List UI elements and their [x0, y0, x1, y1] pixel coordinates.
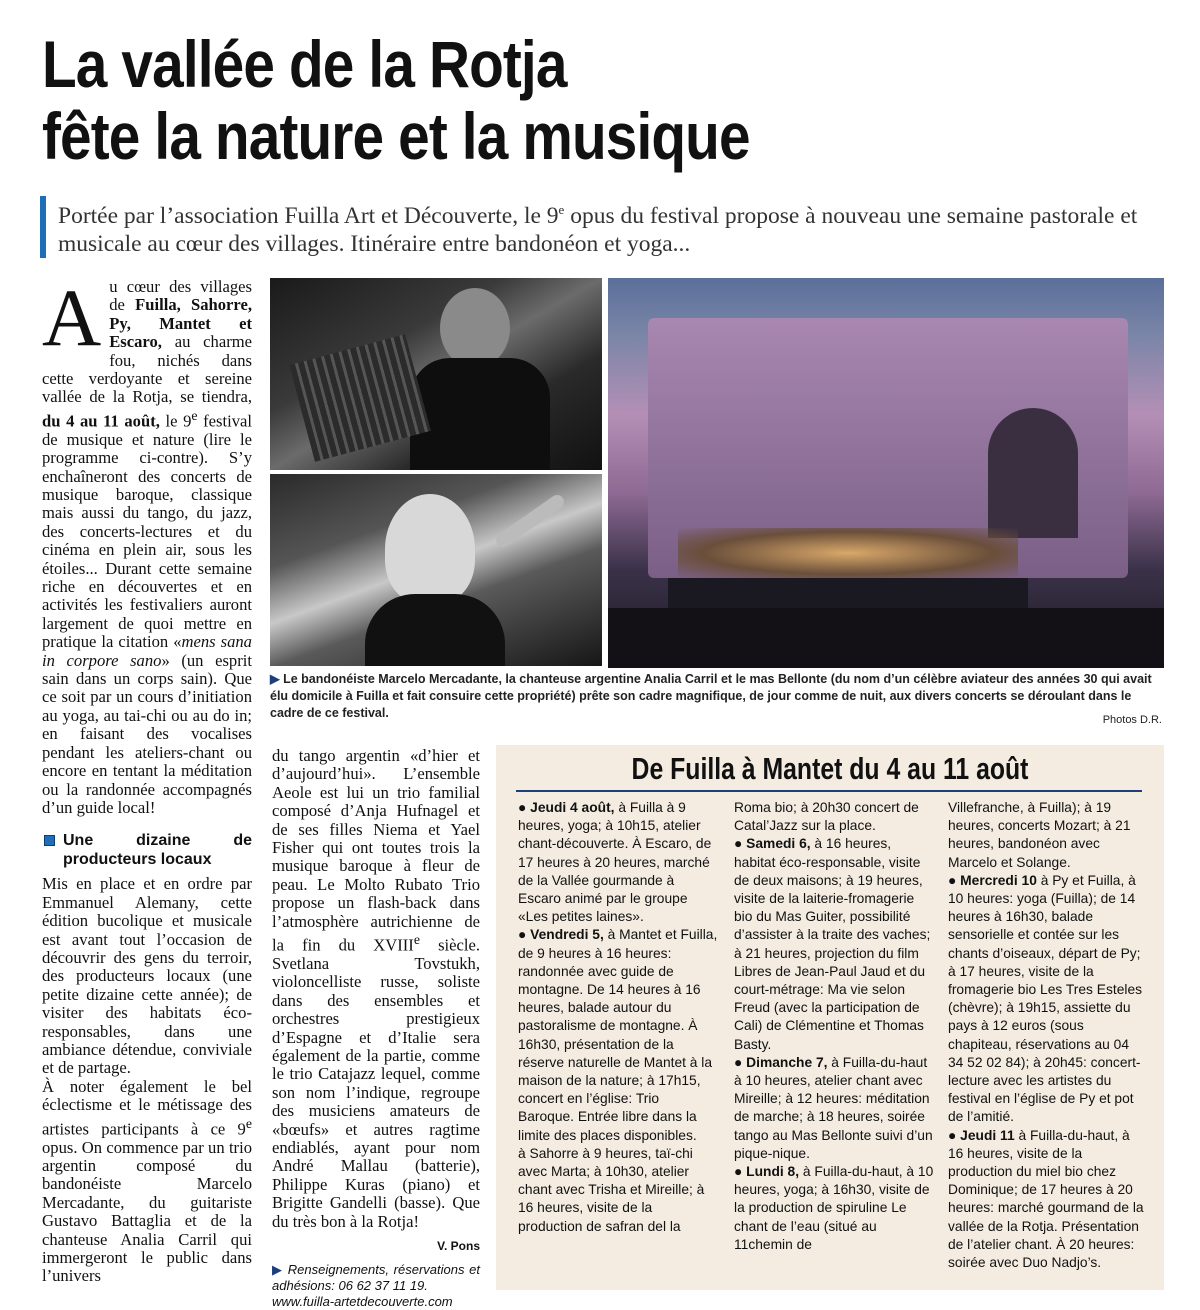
- program-entry: Villefranche, à Fuilla); à 19 heures, concerts Mozart; à 21 heures, bandonéon avec Marcelo et Solange.: [948, 800, 1131, 870]
- headline: [42, 28, 1014, 172]
- author-signature: V. Pons: [437, 1239, 480, 1254]
- program-entry: ● Lundi 8, à Fuilla-du-haut, à 10 heures, yoga; à 16h30, visite de la production de spiruline Le chant de l’eau (situé au 11chemin de: [734, 1164, 934, 1252]
- program-column-1: [518, 799, 718, 1236]
- photo-mas-bellonte: [608, 278, 1164, 668]
- program-entry: ● Vendredi 5, à Mantet et Fuilla, de 9 heures à 16 heures: randonnée avec guide de montagne. De 14 heures à 16 heures, balade autour du pastoralisme de montagne. À 16h30, présentation de la réserve naturelle de Mantet à la maison de la nature; à 17h15, concert en l’église: Trio Baroque. Entrée libre dans la limite des places disponibles.: [518, 927, 718, 1143]
- website-link[interactable]: www.fuilla-artetdecouverte.com: [272, 1293, 453, 1309]
- program-entry: Roma bio; à 20h30 concert de Catal’Jazz sur la place.: [734, 800, 919, 834]
- photo-caption: ▶ Le bandonéiste Marcelo Mercadante, la chanteuse argentine Analia Carril et le mas Bellonte (du nom d’un célèbre aviateur des années 30 qui avait élu domicile à Fuilla et fait consuire cette propriété) prête son cadre magnifique, de jour comme de nuit, aux divers concerts se déroulant dans le cadre de ce festival.: [270, 672, 1152, 720]
- program-entry: ● Samedi 6, à 16 heures, habitat éco-responsable, visite de deux maisons; à 19 heures, visite de la laiterie-fromagerie bio du Mas Guiter, possibilité d’assister à la traite des vaches; à 21 heures, projection du film Libres de Jean-Paul Jaud et du court-métrage: Ma vie selon Freud (avec la participation de Cali) de Clémentine et Thomas Basty.: [734, 836, 931, 1052]
- article-paragraph-1: u cœur des villages de Fuilla, Sahorre, Py, Mantet et Escaro, au charme fou, nichés dans cette verdoyante et sereine vallée de la Rotja, se tiendra, du 4 au 11 août, le 9e festival de musique et nature (lire le programme ci-contre). S’y enchaîneront des concerts de musique baroque, classique mais aussi du tango, du jazz, des concerts-lectures et du cinéma en plein air, sous les étoiles... Durant cette semaine riche en découvertes et en activités les festivaliers auront largement de quoi mettre en pratique la citation «mens sana in corpore sano» (un esprit sain dans un corps sain). Que ce soit par un cours d’initiation au yoga, au tai-chi ou au do in; en faisant des vocalises pendant les ateliers-chant ou encore en tentant la méditation ou la randonnée accompagnés d’un guide local!: [42, 277, 252, 817]
- program-entry: ● Mercredi 10 à Py et Fuilla, à 10 heures: yoga (Fuilla); de 14 heures à 16h30, balade sensorielle et contée sur les chants d’oiseaux, départ de Py; à 17 heures, visite de la fromagerie bio Les Tres Esteles (chèvre); à 19h15, assiette du pays à 12 euros (sous chapiteau, réservations au 04 34 52 02 84); à 20h45: concert-lecture avec les artistes du festival en l’église de Py et pot de l’amitié.: [948, 872, 1143, 1125]
- article-paragraph-2: Mis en place et en ordre par Emmanuel Alemany, cette édition bucolique et musicale est avant tout l’occasion de découvrir des gens du terroir, des producteurs locaux (une petite dizaine cette année); de visiter des habitats éco-responsables, dans une ambiance détendue, conviviale et de partage.: [42, 874, 252, 1078]
- info-block: ▶ Renseignements, réservations et adhésions: 06 62 37 11 19. www.fuilla-artetdecouverte.com: [272, 1261, 481, 1309]
- standfirst: Portée par l’association Fuilla Art et Découverte, le 9e opus du festival propose à nouveau une semaine pastorale et musicale au cœur des villages. Itinéraire entre bandonéon et yoga...: [40, 196, 1193, 258]
- program-column-3: [948, 799, 1148, 1272]
- photo-credit: Photos D.R.: [1102, 714, 1162, 726]
- article-paragraph-4: du tango argentin «d’hier et d’aujourd’hui». L’ensemble Aeole est lui un trio familial composé d’Anja Hufnagel et de ses filles Niema et Yael Fisher qui ont toutes trois la musique baroque à fleur de peau. Le Molto Rubato Trio propose un flash-back dans l’atmosphère autrichienne de la fin du XVIIIe siècle. Svetlana Tovstukh, violoncelliste russe, soliste dans des ensembles et orchestres prestigieux d’Espagne et d’Italie sera également de la partie, comme le trio Catajazz lequel, comme son nom l’indique, regroupe des musiciens amateurs de «bœufs» et autres ragtime endiablés, ayant pour nom André Mallau (batterie), Philippe Kuras (piano) et Brigitte Gandelli (basse). Que du très bon à la Rotja!: [272, 746, 480, 1231]
- photo-singer: [270, 474, 602, 666]
- program-entry: ● Dimanche 7, à Fuilla-du-haut à 10 heures, atelier chant avec Mireille; à 12 heures: méditation de marche; à 18 heures, soirée tango au Mas Bellonte suivi d’un pique-nique.: [734, 1054, 933, 1161]
- article-paragraph-3: À noter également le bel éclectisme et le métissage des artistes participants à ce 9e opus. On commence par un trio argentin composé du bandonéiste Marcelo Mercadante, du guitariste Gustavo Battaglia et de la chanteuse Analia Carril qui immergeront le public dans l’univers: [42, 1076, 252, 1286]
- arrow-right-icon: ▶: [272, 1261, 284, 1277]
- program-entry: à Sahorre à 9 heures, taï-chi avec Marta; à 10h30, atelier chant avec Trisha et Mireille; à 16 heures, visite de la production de safran del la: [518, 1145, 705, 1234]
- program-title: De Fuilla à Mantet du 4 au 11 août: [631, 751, 1029, 786]
- photo-bandoneonist: [270, 278, 602, 470]
- program-box: [496, 745, 1164, 1290]
- square-bullet-icon: [44, 835, 55, 846]
- headline-line-2: fête la nature et la musique: [42, 99, 750, 173]
- program-entry: ● Jeudi 4 août, à Fuilla à 9 heures, yoga; à 10h15, atelier chant-découverte. À Escaro, de 17 heures à 20 heures, marché de la Vallée gourmande à Escaro animé par le groupe «Les petites laines».: [518, 800, 712, 925]
- headline-line-1: La vallée de la Rotja: [42, 27, 567, 101]
- arrow-right-icon: ▶: [270, 672, 280, 686]
- article-column-2: [272, 747, 480, 1310]
- subhead: Une dizaine de producteurs locaux: [42, 831, 252, 869]
- program-entry: ● Jeudi 11 à Fuilla-du-haut, à 16 heures, visite de la production du miel bio chez Dominique; de 17 heures à 20 heures: marché gourmand de la vallée de la Rotja. Présentation de l’atelier chant. À 20 heures: soirée avec Duo Nadjo’s.: [948, 1127, 1144, 1271]
- drop-cap: A: [42, 272, 102, 363]
- article-column-1: [42, 272, 252, 1286]
- program-column-2: [734, 799, 934, 1254]
- program-divider: [516, 790, 1142, 792]
